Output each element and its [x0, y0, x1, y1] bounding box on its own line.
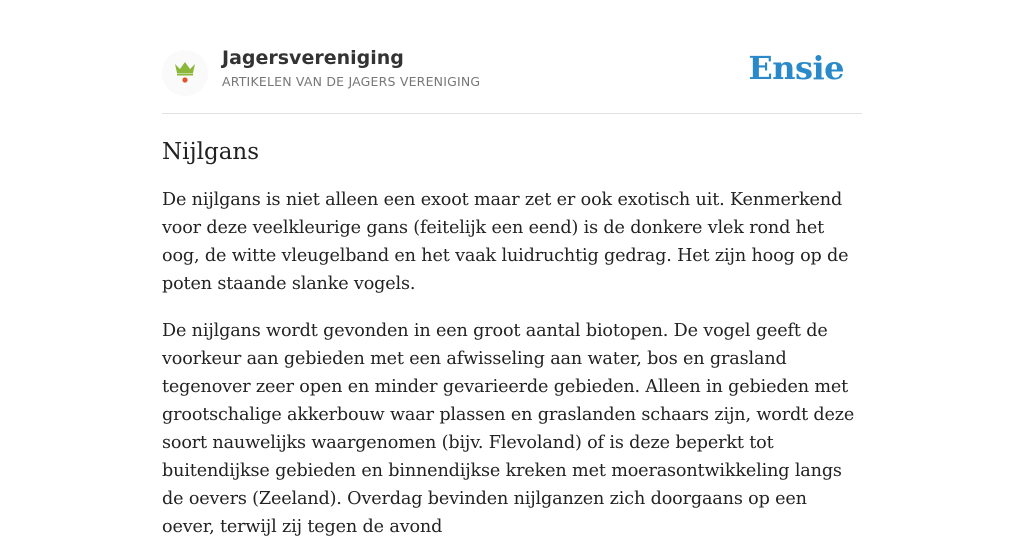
- site-header: [162, 30, 862, 114]
- site-name-link[interactable]: Jagersvereniging: [222, 47, 404, 69]
- site-logo[interactable]: [162, 50, 208, 96]
- crown-icon: [172, 58, 198, 89]
- article-paragraph: De nijlgans wordt gevonden in een groot aantal biotopen. De vogel geeft de voorkeur aan gebieden met een afwisseling aan water, bos en grasland tegenover zeer open en minder gevarieerde gebieden. Alleen in gebieden met grootschalige akkerbouw waar plassen en graslanden schaars zijn, wordt deze soort nauwelijks waargenomen (bijv. Flevoland) of is deze beperkt tot buitendijkse gebieden en binnendijkse kreken met moerasontwikkeling langs de oevers (Zeeland). Overdag bevinden nijlganzen zich doorgaans op een oever, terwijl zij tegen de avond: [162, 321, 855, 537]
- ensie-brand-link[interactable]: Ensie: [748, 49, 844, 87]
- article-title: Nijlgans: [162, 139, 260, 165]
- site-tagline: ARTIKELEN VAN DE JAGERS VERENIGING: [222, 74, 481, 89]
- article-paragraph: De nijlgans is niet alleen een exoot maar zet er ook exotisch uit. Kenmerkend voor deze veelkleurige gans (feitelijk een eend) is de donkere vlek rond het oog, de witte vleugelband en het vaak luidruchtig gedrag. Het zijn hoog op de poten staande slanke vogels.: [162, 190, 849, 294]
- article: [162, 136, 864, 560]
